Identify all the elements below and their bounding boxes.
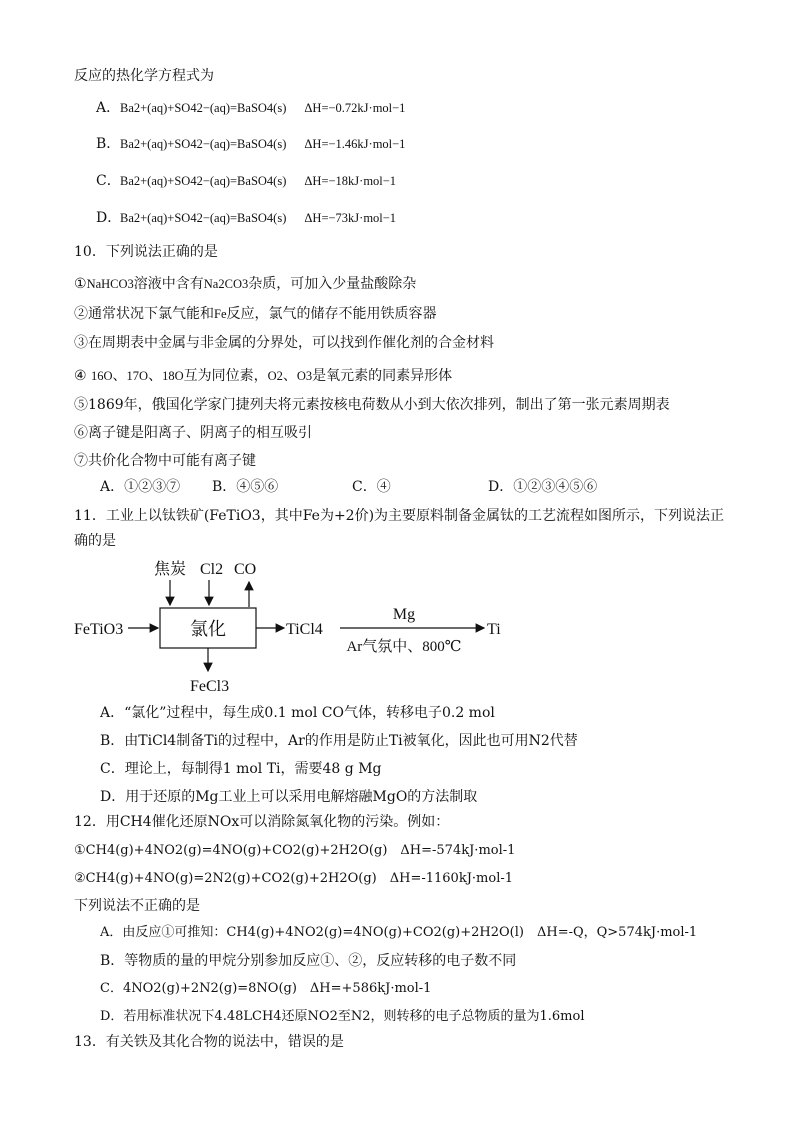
flow-condition: Ar气氛中、800℃ bbox=[346, 639, 462, 655]
q10-statement-7: ⑦共价化合物中可能有离子键 bbox=[74, 453, 256, 469]
flow-final-ti: Ti bbox=[487, 621, 501, 638]
q10-statement-1: ①NaHCO3溶液中含有Na2CO3杂质，可加入少量盐酸除杂 bbox=[74, 276, 417, 292]
q10-statement-2: ②通常状况下氯气能和Fe反应，氯气的储存不能用铁质容器 bbox=[74, 306, 437, 322]
q12-reaction-1: ①CH4(g)+4NO2(g)=4NO(g)+CO2(g)+2H2O(g) ΔH=-574kJ·mol-1 bbox=[74, 843, 516, 858]
flow-output-co: CO bbox=[234, 561, 257, 578]
q9-stem: 反应的热化学方程式为 bbox=[74, 68, 214, 84]
q12-stem: 12．用CH4催化还原NOx可以消除氮氧化物的污染。例如： bbox=[74, 814, 450, 830]
q9-option-a: A．Ba2+(aq)+SO42−(aq)=BaSO4(s) ΔH=−0.72kJ·mol−1 bbox=[96, 100, 406, 116]
o17: 17O bbox=[126, 369, 149, 383]
q10-statement-5: ⑤1869年，俄国化学家门捷列夫将元素按核电荷数从小到大依次排列，制出了第一张元素周期表 bbox=[74, 397, 670, 413]
flow-byproduct-fecl3: FeCl3 bbox=[190, 678, 230, 695]
q10-statement-6: ⑥离子键是阳离子、阴离子的相互吸引 bbox=[74, 425, 312, 441]
q10-stem: 10．下列说法正确的是 bbox=[74, 244, 218, 260]
process-flow-diagram bbox=[72, 553, 512, 698]
q12-option-a: A．由反应①可推知：CH4(g)+4NO2(g)=4NO(g)+CO2(g)+2H2O(l) ΔH=-Q，Q>574kJ·mol-1 bbox=[100, 925, 698, 940]
q11-option-b: B．由TiCl4制备Ti的过程中，Ar的作用是防止Ti被氧化，因此也可用N2代替 bbox=[100, 733, 578, 749]
q12-option-b: B．等物质的量的甲烷分别参加反应①、②，反应转移的电子数不同 bbox=[100, 953, 517, 969]
q11-option-a: A．“氯化”过程中，每生成0.1 mol CO气体，转移电子0.2 mol bbox=[100, 705, 495, 721]
q11-stem-line1: 11．工业上以钛铁矿(FeTiO3，其中Fe为+2价)为主要原料制备金属钛的工艺流程如图所示，下列说法正 bbox=[74, 508, 725, 524]
q12-option-d: D．若用标准状况下4.48LCH4还原NO2至N2，则转移的电子总物质的量为1.6mol bbox=[100, 1009, 585, 1024]
q10-statement-4: ④ 16O、17O、18O互为同位素，O2、O3是氧元素的同素异形体 bbox=[74, 368, 453, 384]
q12-ask: 下列说法不正确的是 bbox=[74, 898, 200, 914]
q10-choices: A．①②③⑦ B．④⑤⑥ C．④ D．①②③④⑤⑥ bbox=[100, 479, 598, 495]
flow-input-cl2: Cl2 bbox=[200, 561, 224, 578]
flow-feed-fetio3: FeTiO3 bbox=[74, 621, 124, 638]
q11-option-d: D．用于还原的Mg工业上可以采用电解熔融MgO的方法制取 bbox=[100, 789, 478, 805]
q9-option-b: B．Ba2+(aq)+SO42−(aq)=BaSO4(s) ΔH=−1.46kJ·mol−1 bbox=[96, 136, 406, 152]
flow-reagent-mg: Mg bbox=[392, 606, 416, 623]
q9-option-d: D．Ba2+(aq)+SO42−(aq)=BaSO4(s) ΔH=−73kJ·mol−1 bbox=[96, 210, 397, 226]
q9-option-c: C．Ba2+(aq)+SO42−(aq)=BaSO4(s) ΔH=−18kJ·mol−1 bbox=[96, 173, 397, 189]
q11-stem-line2: 确的是 bbox=[74, 533, 116, 549]
q13-stem: 13．有关铁及其化合物的说法中，错误的是 bbox=[74, 1034, 344, 1050]
q10-statement-3: ③在周期表中金属与非金属的分界处，可以找到作催化剂的合金材料 bbox=[74, 335, 494, 351]
flow-input-coke: 焦炭 bbox=[154, 561, 187, 578]
q12-option-c: C．4NO2(g)+2N2(g)=8NO(g) ΔH=+586kJ·mol-1 bbox=[100, 981, 432, 996]
q12-reaction-2: ②CH4(g)+4NO(g)=2N2(g)+CO2(g)+2H2O(g) ΔH=-1160kJ·mol-1 bbox=[74, 871, 514, 886]
chlorination-label: 氯化 bbox=[190, 619, 226, 639]
flow-product-ticl4: TiCl4 bbox=[286, 621, 323, 638]
q11-option-c: C．理论上，每制得1 mol Ti，需要48 g Mg bbox=[100, 761, 382, 777]
